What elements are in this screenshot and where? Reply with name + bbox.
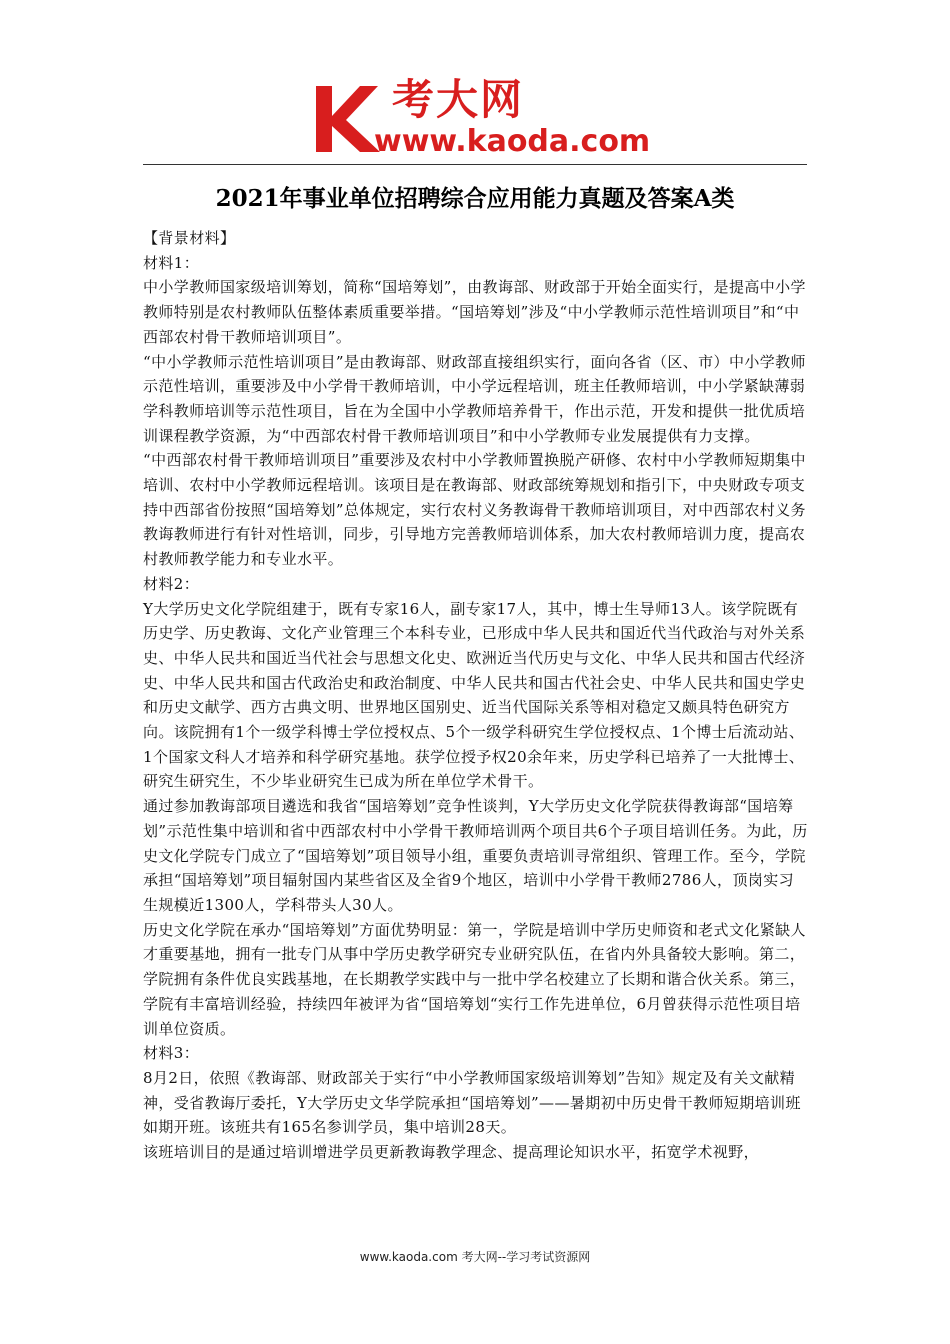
- material-label: 材料3：: [143, 1044, 200, 1063]
- body-paragraph: “中小学教师示范性培训项目”是由教诲部、财政部直接组织实行，面向各省（区、市）中小学教师示范性培训，重要涉及中小学骨干教师培训，中小学远程培训，班主任教师培训，中小学紧缺薄弱学科教师培训等示范性项目，旨在为全国中小学教师培养骨干，作出示范，开发和提供一批优质培训课程教学资源，为“中西部农村骨干教师培训项目”和中小学教师专业发展提供有力支撑。: [143, 352, 806, 445]
- body-paragraph: 该班培训目的是通过培训增进学员更新教诲教学理念、提高理论知识水平，拓宽学术视野，: [143, 1143, 760, 1162]
- page-footer: www.kaoda.com 考大网--学习考试资源网: [359, 1250, 591, 1264]
- logo-k-mark-icon: [312, 82, 382, 156]
- body-paragraph: 8月2日，依照《教诲部、财政部关于实行“中小学教师国家级培训筹划”告知》规定及有关文献精神，受省教诲厅委托，Y大学历史文华学院承担“国培筹划”——暑期初中历史骨干教师短期培训班如期开班。该班共有165名参训学员，集中培训28天。: [143, 1068, 801, 1137]
- body-paragraph: “中西部农村骨干教师培训项目”重要涉及农村中小学教师置换脱产研修、农村中小学教师短期集中培训、农村中小学教师远程培训。该项目是在教诲部、财政部统筹规划和指引下，中央财政专项支持中西部省份按照“国培筹划”总体规定，实行农村义务教诲骨干教师培训项目，对中西部农村义务教诲教师进行有针对性培训，同步，引导地方完善教师培训体系，加大农村教师培训力度，提高农村教师教学能力和专业水平。: [143, 451, 806, 569]
- body-paragraph: 中小学教师国家级培训筹划，简称“国培筹划”，由教诲部、财政部于开始全面实行，是提高中小学教师特别是农村教师队伍整体素质重要举措。“国培筹划”涉及“中小学教师示范性培训项目”和“中西部农村骨干教师培训项目”。: [143, 278, 806, 346]
- material-label: 材料2：: [143, 574, 200, 593]
- header-divider: [143, 164, 807, 165]
- site-logo: [0, 72, 950, 162]
- section-heading: 【背景材料】: [143, 229, 236, 247]
- logo-chinese-name: 考大网: [392, 75, 525, 124]
- document-body: [143, 226, 809, 1165]
- body-paragraph: 通过参加教诲部项目遴选和我省“国培筹划”竞争性谈判，Y大学历史文化学院获得教诲部“国培筹划”示范性集中培训和省中西部农村中小学骨干教师培训两个项目共6个子项目培训任务。为此，历史文化学院专门成立了“国培筹划”项目领导小组，重要负责培训寻常组织、管理工作。至今，学院承担“国培筹划”项目辐射国内某些省区及全省9个地区，培训中小学骨干教师2786人，顶岗实习生规模近1300人，学科带头人30人。: [143, 797, 808, 914]
- material-label: 材料1：: [143, 253, 200, 272]
- body-paragraph: 历史文化学院在承办“国培筹划”方面优势明显：第一，学院是培训中学历史师资和老式文化紧缺人才重要基地，拥有一批专门从事中学历史教学研究专业研究队伍，在省内外具备较大影响。第二，学院拥有条件优良实践基地，在长期教学实践中与一批中学名校建立了长期和谐合伙关系。第三，学院有丰富培训经验，持续四年被评为省“国培筹划“实行工作先进单位，6月曾获得示范性项目培训单位资质。: [143, 920, 806, 1038]
- document-title: 2021年事业单位招聘综合应用能力真题及答案A类: [215, 185, 735, 212]
- body-paragraph: Y大学历史文化学院组建于，既有专家16人，副专家17人，其中，博士生导师13人。该学院既有历史学、历史教诲、文化产业管理三个本科专业，已形成中华人民共和国近代当代政治与对外关系史、中华人民共和国近当代社会与思想文化史、欧洲近当代历史与文化、中华人民共和国古代经济史、中华人民共和国古代政治史和政治制度、中华人民共和国古代社会史、中华人民共和国史学史和历史文献学、西方古典文明、世界地区国别史、近当代国际关系等相对稳定又颇具特色研究方向。该院拥有1个一级学科博士学位授权点、5个一级学科研究生学位授权点、1个博士后流动站、1个国家文科人才培养和科学研究基地。获学位授予权20余年来，历史学科已培养了一大批博士、研究生研究生，不少毕业研究生已成为所在单位学术骨干。: [143, 599, 806, 791]
- logo-url: www.kaoda.com: [374, 124, 651, 159]
